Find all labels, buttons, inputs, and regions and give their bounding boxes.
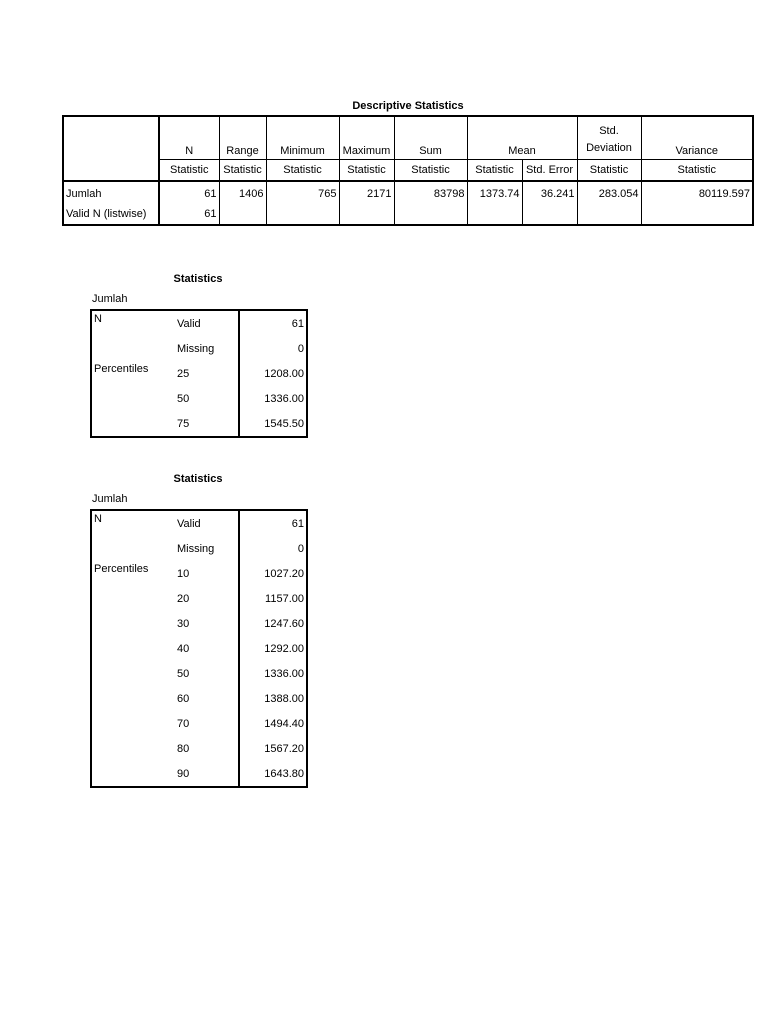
stats1-variable: Jumlah [92,293,128,305]
stats2-title: Statistics [173,473,223,485]
subheader-variance: Statistic [641,160,753,182]
percentile-key: 20 [177,592,190,605]
stats1-table [90,309,308,438]
subheader-range: Statistic [219,160,266,182]
cell-n: 61 [159,181,219,204]
stats2-variable: Jumlah [92,493,128,505]
valid-value: 61 [239,310,307,336]
percentile-value: 1208.00 [239,361,307,386]
table-row [63,204,753,225]
percentile-key: 75 [177,417,190,430]
missing-label: Missing [177,342,215,355]
percentile-value: 1157.00 [239,586,307,611]
table-row [91,310,307,336]
cell-minimum: 765 [266,181,339,204]
corner-cell-2 [63,160,159,182]
table-row [91,711,307,736]
percentile-key: 30 [177,617,190,630]
table-row [63,181,753,204]
header-n: N [159,116,219,160]
percentile-key: 50 [177,392,190,405]
cell-sum: 83798 [394,181,467,204]
missing-value: 0 [239,336,307,361]
table-row [91,636,307,661]
table-row [91,361,307,386]
cell-maximum: 2171 [339,181,394,204]
valid-label: Valid [177,317,201,330]
header-variance: Variance [641,116,753,160]
table-row [91,761,307,787]
percentile-value: 1643.80 [239,761,307,787]
table-row [91,411,307,437]
table-row [91,586,307,611]
table-row [91,661,307,686]
cell-std-error: 36.241 [522,181,577,204]
percentile-value: 1388.00 [239,686,307,711]
subheader-mean: Statistic [467,160,522,182]
valid-label: Valid [177,517,201,530]
row-label: Valid N (listwise) [66,208,147,220]
cell-variance: 80119.597 [641,181,753,204]
header-minimum: Minimum [266,116,339,160]
row-label: Jumlah [66,188,102,200]
cell-n: 61 [159,204,219,225]
n-label: N [94,513,102,525]
subheader-sum: Statistic [394,160,467,182]
subheader-maximum: Statistic [339,160,394,182]
cell-range: 1406 [219,181,266,204]
deviation-label: Deviation [586,142,632,154]
missing-value: 0 [239,536,307,561]
header-sum: Sum [394,116,467,160]
header-range: Range [219,116,266,160]
table-row [91,386,307,411]
percentile-key: 60 [177,692,190,705]
percentile-key: 50 [177,667,190,680]
percentile-value: 1027.20 [239,561,307,586]
header-mean: Mean [467,116,577,160]
table-row [91,611,307,636]
table-row [91,336,307,361]
descriptive-table [62,115,754,226]
percentile-value: 1545.50 [239,411,307,437]
corner-cell [63,116,159,160]
percentiles-label: Percentiles [94,363,149,375]
header-std-deviation [577,116,641,160]
header-maximum: Maximum [339,116,394,160]
percentile-value: 1292.00 [239,636,307,661]
percentile-value: 1247.60 [239,611,307,636]
missing-label: Missing [177,542,215,555]
percentile-value: 1336.00 [239,661,307,686]
percentile-key: 10 [177,567,190,580]
percentile-value: 1494.40 [239,711,307,736]
valid-value: 61 [239,510,307,536]
percentile-value: 1567.20 [239,736,307,761]
percentile-key: 90 [177,767,190,780]
percentile-key: 40 [177,642,190,655]
std-label: Std. [599,125,619,137]
subheader-minimum: Statistic [266,160,339,182]
table-row [91,510,307,536]
percentile-key: 70 [177,717,190,730]
table-row [91,736,307,761]
table-row [91,561,307,586]
subheader-n: Statistic [159,160,219,182]
percentile-key: 25 [177,367,190,380]
stats1-title: Statistics [173,273,223,285]
table-row [91,536,307,561]
cell-mean: 1373.74 [467,181,522,204]
subheader-std-error: Std. Error [522,160,577,182]
stats2-table [90,509,308,788]
percentile-key: 80 [177,742,190,755]
n-label: N [94,313,102,325]
percentile-value: 1336.00 [239,386,307,411]
percentiles-label: Percentiles [94,563,149,575]
subheader-std-deviation: Statistic [577,160,641,182]
table-row [91,686,307,711]
descriptive-title: Descriptive Statistics [352,100,464,112]
cell-std-deviation: 283.054 [577,181,641,204]
